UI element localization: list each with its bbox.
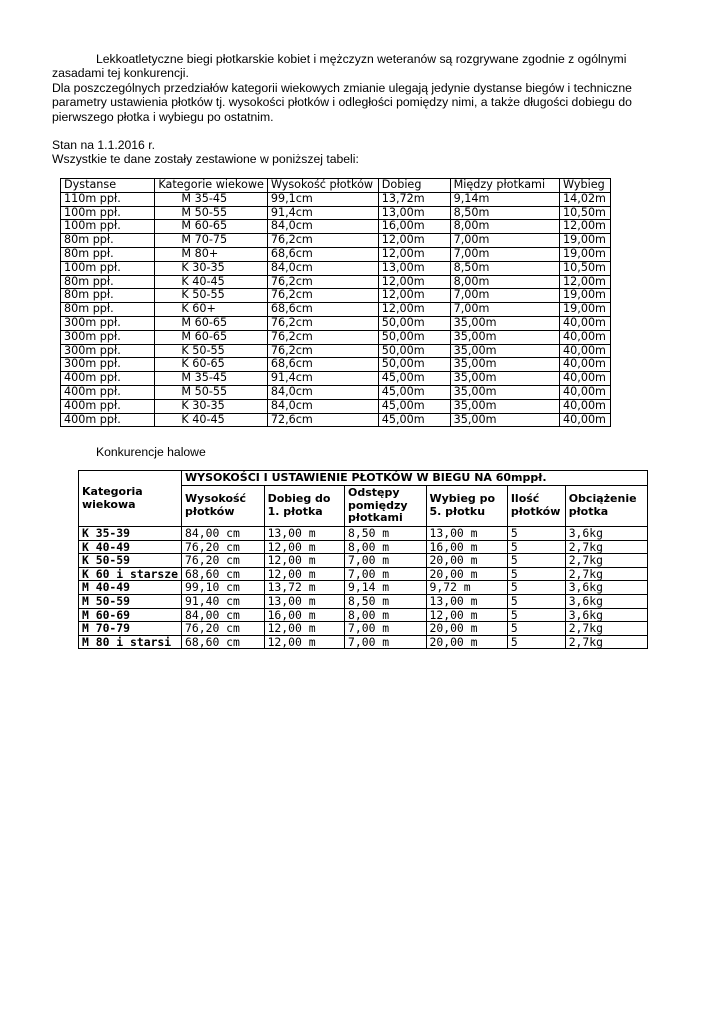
table-cell: 400m ppł. xyxy=(61,399,155,413)
table-cell: 45,00m xyxy=(378,372,450,386)
table-cell: M 35-45 xyxy=(155,192,267,206)
table-cell: 12,00m xyxy=(378,289,450,303)
table-cell: 8,00m xyxy=(450,220,559,234)
table-cell: 40,00m xyxy=(560,372,611,386)
table-row xyxy=(61,247,611,261)
category-cell: M 60-69 xyxy=(79,608,182,622)
table-cell: 12,00 m xyxy=(264,567,344,581)
category-header: Kategoria wiekowa xyxy=(79,471,182,527)
table-cell: 40,00m xyxy=(560,344,611,358)
table-row xyxy=(61,275,611,289)
table-cell: 2,7kg xyxy=(565,635,647,649)
table-cell: 84,0cm xyxy=(267,399,378,413)
table-cell: 76,20 cm xyxy=(182,622,265,636)
table-cell: 12,00m xyxy=(560,220,611,234)
table-cell: K 40-45 xyxy=(155,413,267,427)
table-cell: 13,72 m xyxy=(264,581,344,595)
table-cell: 16,00 m xyxy=(426,540,507,554)
header-cell: Wybieg po 5. płotku xyxy=(426,486,507,527)
table-cell: 5 xyxy=(507,635,565,649)
table-row xyxy=(79,581,648,595)
table-row xyxy=(61,372,611,386)
table-cell: 9,72 m xyxy=(426,581,507,595)
header-cell: Dobieg do 1. płotka xyxy=(264,486,344,527)
header-cell: Dobieg xyxy=(378,179,450,193)
header-cell: Wybieg xyxy=(560,179,611,193)
table-cell: 16,00m xyxy=(378,220,450,234)
table-cell: 99,1cm xyxy=(267,192,378,206)
table-cell: 300m ppł. xyxy=(61,358,155,372)
table-cell: 14,02m xyxy=(560,192,611,206)
table-cell: 5 xyxy=(507,554,565,568)
table-cell: 8,50m xyxy=(450,261,559,275)
header-cell: Wysokość płotków xyxy=(182,486,265,527)
table-cell: 13,00 m xyxy=(264,527,344,541)
table-cell: 13,00m xyxy=(378,206,450,220)
table-cell: 35,00m xyxy=(450,372,559,386)
table-cell: 80m ppł. xyxy=(61,275,155,289)
table-row xyxy=(79,608,648,622)
table-cell: 45,00m xyxy=(378,413,450,427)
table-cell: M 70-75 xyxy=(155,234,267,248)
table-cell: 35,00m xyxy=(450,344,559,358)
table-row xyxy=(61,192,611,206)
table-cell: 80m ppł. xyxy=(61,289,155,303)
table-cell: 45,00m xyxy=(378,399,450,413)
table-cell: 20,00 m xyxy=(426,554,507,568)
table-cell: 50,00m xyxy=(378,358,450,372)
table-cell: 50,00m xyxy=(378,344,450,358)
table-cell: 400m ppł. xyxy=(61,413,155,427)
table-cell: 35,00m xyxy=(450,316,559,330)
table-cell: 91,4cm xyxy=(267,372,378,386)
table-cell: 84,0cm xyxy=(267,220,378,234)
status-date: Stan na 1.1.2016 r. xyxy=(52,138,155,153)
table-cell: 45,00m xyxy=(378,385,450,399)
table-cell: M 60-65 xyxy=(155,220,267,234)
table-cell: 68,6cm xyxy=(267,303,378,317)
table-cell: 76,2cm xyxy=(267,330,378,344)
table-cell: 35,00m xyxy=(450,358,559,372)
table-cell: 10,50m xyxy=(560,206,611,220)
table-cell: 12,00 m xyxy=(264,554,344,568)
table-cell: K 50-55 xyxy=(155,344,267,358)
table-cell: 50,00m xyxy=(378,316,450,330)
table-intro: Wszystkie te dane zostały zestawione w poniższej tabeli: xyxy=(52,152,359,167)
table-cell: 20,00 m xyxy=(426,635,507,649)
table-cell: 13,00m xyxy=(378,261,450,275)
table-cell: 10,50m xyxy=(560,261,611,275)
table-cell: K 30-35 xyxy=(155,399,267,413)
table-cell: K 60-65 xyxy=(155,358,267,372)
table-row xyxy=(61,413,611,427)
table-cell: M 60-65 xyxy=(155,316,267,330)
table-cell: 7,00m xyxy=(450,289,559,303)
category-cell: K 60 i starsze xyxy=(79,567,182,581)
table-cell: 84,00 cm xyxy=(182,608,265,622)
table-cell: 68,60 cm xyxy=(182,635,265,649)
table-cell: 5 xyxy=(507,622,565,636)
table-cell: 40,00m xyxy=(560,330,611,344)
table-cell: 9,14 m xyxy=(345,581,427,595)
table-cell: 12,00 m xyxy=(264,635,344,649)
table-cell: 12,00m xyxy=(378,275,450,289)
table-cell: 12,00m xyxy=(378,247,450,261)
table-row xyxy=(61,206,611,220)
table-cell: 3,6kg xyxy=(565,581,647,595)
table-cell: 76,2cm xyxy=(267,289,378,303)
table-row xyxy=(61,358,611,372)
table-cell: 68,6cm xyxy=(267,358,378,372)
table-cell: 8,50 m xyxy=(345,527,427,541)
table-cell: 8,00 m xyxy=(345,608,427,622)
table-row xyxy=(79,635,648,649)
table-cell: 13,00 m xyxy=(426,527,507,541)
table-row xyxy=(79,554,648,568)
table-cell: 300m ppł. xyxy=(61,330,155,344)
table-cell: 7,00 m xyxy=(345,567,427,581)
table-row xyxy=(61,303,611,317)
table-row xyxy=(79,540,648,554)
table-cell: 7,00m xyxy=(450,234,559,248)
table-cell: 35,00m xyxy=(450,330,559,344)
table-cell: 2,7kg xyxy=(565,622,647,636)
category-cell: K 40-49 xyxy=(79,540,182,554)
table-cell: 76,2cm xyxy=(267,275,378,289)
intro-paragraph-1: Lekkoatletyczne biegi płotkarskie kobiet i mężczyzn weteranów są rozgrywane zgodnie z ogólnymi zasadami tej konkurencji. xyxy=(52,52,627,81)
header-cell: Odstępy pomiędzy płotkami xyxy=(345,486,427,527)
table-cell: 76,2cm xyxy=(267,316,378,330)
table-cell: 19,00m xyxy=(560,234,611,248)
table-row xyxy=(79,622,648,636)
table-cell: 19,00m xyxy=(560,289,611,303)
table-cell: 12,00m xyxy=(378,234,450,248)
table-cell: 5 xyxy=(507,594,565,608)
super-header: WYSOKOŚCI I USTAWIENIE PŁOTKÓW W BIEGU NA 60mppł. xyxy=(182,471,648,486)
table-cell: 50,00m xyxy=(378,330,450,344)
hurdles-indoor-table xyxy=(78,470,648,649)
table-cell: 7,00 m xyxy=(345,635,427,649)
hall-section-title: Konkurencje halowe xyxy=(96,445,206,459)
table-row xyxy=(61,261,611,275)
table-cell: 76,20 cm xyxy=(182,554,265,568)
table-cell: 8,00 m xyxy=(345,540,427,554)
table-cell: 8,50 m xyxy=(345,594,427,608)
table-row xyxy=(79,594,648,608)
table-row xyxy=(61,220,611,234)
table-cell: 84,00 cm xyxy=(182,527,265,541)
table-cell: 19,00m xyxy=(560,303,611,317)
table-cell: 2,7kg xyxy=(565,540,647,554)
table-cell: 80m ppł. xyxy=(61,247,155,261)
table-row xyxy=(79,567,648,581)
table-cell: 5 xyxy=(507,567,565,581)
table-cell: 5 xyxy=(507,527,565,541)
table-cell: 40,00m xyxy=(560,316,611,330)
table-cell: 91,4cm xyxy=(267,206,378,220)
table-cell: 35,00m xyxy=(450,413,559,427)
table-cell: M 80+ xyxy=(155,247,267,261)
table-cell: 100m ppł. xyxy=(61,261,155,275)
table-cell: 7,00 m xyxy=(345,554,427,568)
table-cell: K 30-35 xyxy=(155,261,267,275)
table-cell: 20,00 m xyxy=(426,622,507,636)
table-cell: 3,6kg xyxy=(565,608,647,622)
table-cell: 100m ppł. xyxy=(61,220,155,234)
table-cell: 12,00 m xyxy=(264,622,344,636)
table-row xyxy=(61,316,611,330)
table-cell: 80m ppł. xyxy=(61,234,155,248)
table-cell: 76,2cm xyxy=(267,344,378,358)
header-cell: Wysokość płotków xyxy=(267,179,378,193)
table-cell: 84,0cm xyxy=(267,385,378,399)
table-cell: 300m ppł. xyxy=(61,316,155,330)
table-cell: 2,7kg xyxy=(565,567,647,581)
header-cell: Ilość płotków xyxy=(507,486,565,527)
table-cell: 80m ppł. xyxy=(61,303,155,317)
table-cell: 72,6cm xyxy=(267,413,378,427)
table-cell: 8,00m xyxy=(450,275,559,289)
table-cell: 400m ppł. xyxy=(61,385,155,399)
table-cell: 16,00 m xyxy=(264,608,344,622)
table-cell: 7,00m xyxy=(450,303,559,317)
category-cell: M 80 i starsi xyxy=(79,635,182,649)
table-cell: 12,00m xyxy=(378,303,450,317)
table-cell: K 60+ xyxy=(155,303,267,317)
table-row xyxy=(61,344,611,358)
table-cell: 12,00 m xyxy=(264,540,344,554)
table-cell: 84,0cm xyxy=(267,261,378,275)
category-cell: K 35-39 xyxy=(79,527,182,541)
table-cell: 5 xyxy=(507,608,565,622)
table-cell: 76,20 cm xyxy=(182,540,265,554)
table-cell: K 40-45 xyxy=(155,275,267,289)
table-row xyxy=(61,385,611,399)
table-cell: 40,00m xyxy=(560,385,611,399)
category-cell: K 50-59 xyxy=(79,554,182,568)
hurdles-outdoor-table xyxy=(60,178,611,427)
category-cell: M 70-79 xyxy=(79,622,182,636)
table-cell: 99,10 cm xyxy=(182,581,265,595)
header-cell: Obciążenie płotka xyxy=(565,486,647,527)
table-cell: 68,60 cm xyxy=(182,567,265,581)
table-row xyxy=(61,289,611,303)
table-cell: K 50-55 xyxy=(155,289,267,303)
table-cell: 3,6kg xyxy=(565,527,647,541)
table-cell: 91,40 cm xyxy=(182,594,265,608)
table-cell: 35,00m xyxy=(450,385,559,399)
category-cell: M 50-59 xyxy=(79,594,182,608)
table-cell: 40,00m xyxy=(560,399,611,413)
header-cell: Dystanse xyxy=(61,179,155,193)
table-cell: 13,00 m xyxy=(426,594,507,608)
category-cell: M 40-49 xyxy=(79,581,182,595)
table-header-row xyxy=(61,179,611,193)
table-cell: 13,72m xyxy=(378,192,450,206)
table-cell: 12,00 m xyxy=(426,608,507,622)
table-cell: 110m ppł. xyxy=(61,192,155,206)
table-cell: 7,00 m xyxy=(345,622,427,636)
table-cell: 40,00m xyxy=(560,358,611,372)
table-row xyxy=(61,234,611,248)
table-cell: 2,7kg xyxy=(565,554,647,568)
table-cell: 12,00m xyxy=(560,275,611,289)
table-cell: 300m ppł. xyxy=(61,344,155,358)
table-cell: 5 xyxy=(507,540,565,554)
table-cell: M 50-55 xyxy=(155,385,267,399)
table-row xyxy=(79,527,648,541)
intro-text xyxy=(52,52,672,167)
table-cell: 9,14m xyxy=(450,192,559,206)
header-cell: Między płotkami xyxy=(450,179,559,193)
table-cell: 19,00m xyxy=(560,247,611,261)
table-cell: 7,00m xyxy=(450,247,559,261)
table-cell: 76,2cm xyxy=(267,234,378,248)
table-cell: 20,00 m xyxy=(426,567,507,581)
table-cell: M 35-45 xyxy=(155,372,267,386)
table-cell: 400m ppł. xyxy=(61,372,155,386)
table-cell: M 50-55 xyxy=(155,206,267,220)
header-cell: Kategorie wiekowe xyxy=(155,179,267,193)
table-row xyxy=(61,330,611,344)
table-cell: 13,00 m xyxy=(264,594,344,608)
table-cell: 100m ppł. xyxy=(61,206,155,220)
table-row xyxy=(61,399,611,413)
table-cell: 35,00m xyxy=(450,399,559,413)
table-cell: 3,6kg xyxy=(565,594,647,608)
table-cell: 40,00m xyxy=(560,413,611,427)
intro-paragraph-2: Dla poszczególnych przedziałów kategorii wiekowych zmianie ulegają jedynie dystanse biegów i techniczne parametry ustawienia płotków tj. wysokości płotków i odległości pomiędzy nimi, a także długości dobiegu do pierwszego płotka i wybiegu po ostatnim. xyxy=(52,80,632,124)
table-cell: 8,50m xyxy=(450,206,559,220)
table-cell: M 60-65 xyxy=(155,330,267,344)
table-cell: 68,6cm xyxy=(267,247,378,261)
table-cell: 5 xyxy=(507,581,565,595)
